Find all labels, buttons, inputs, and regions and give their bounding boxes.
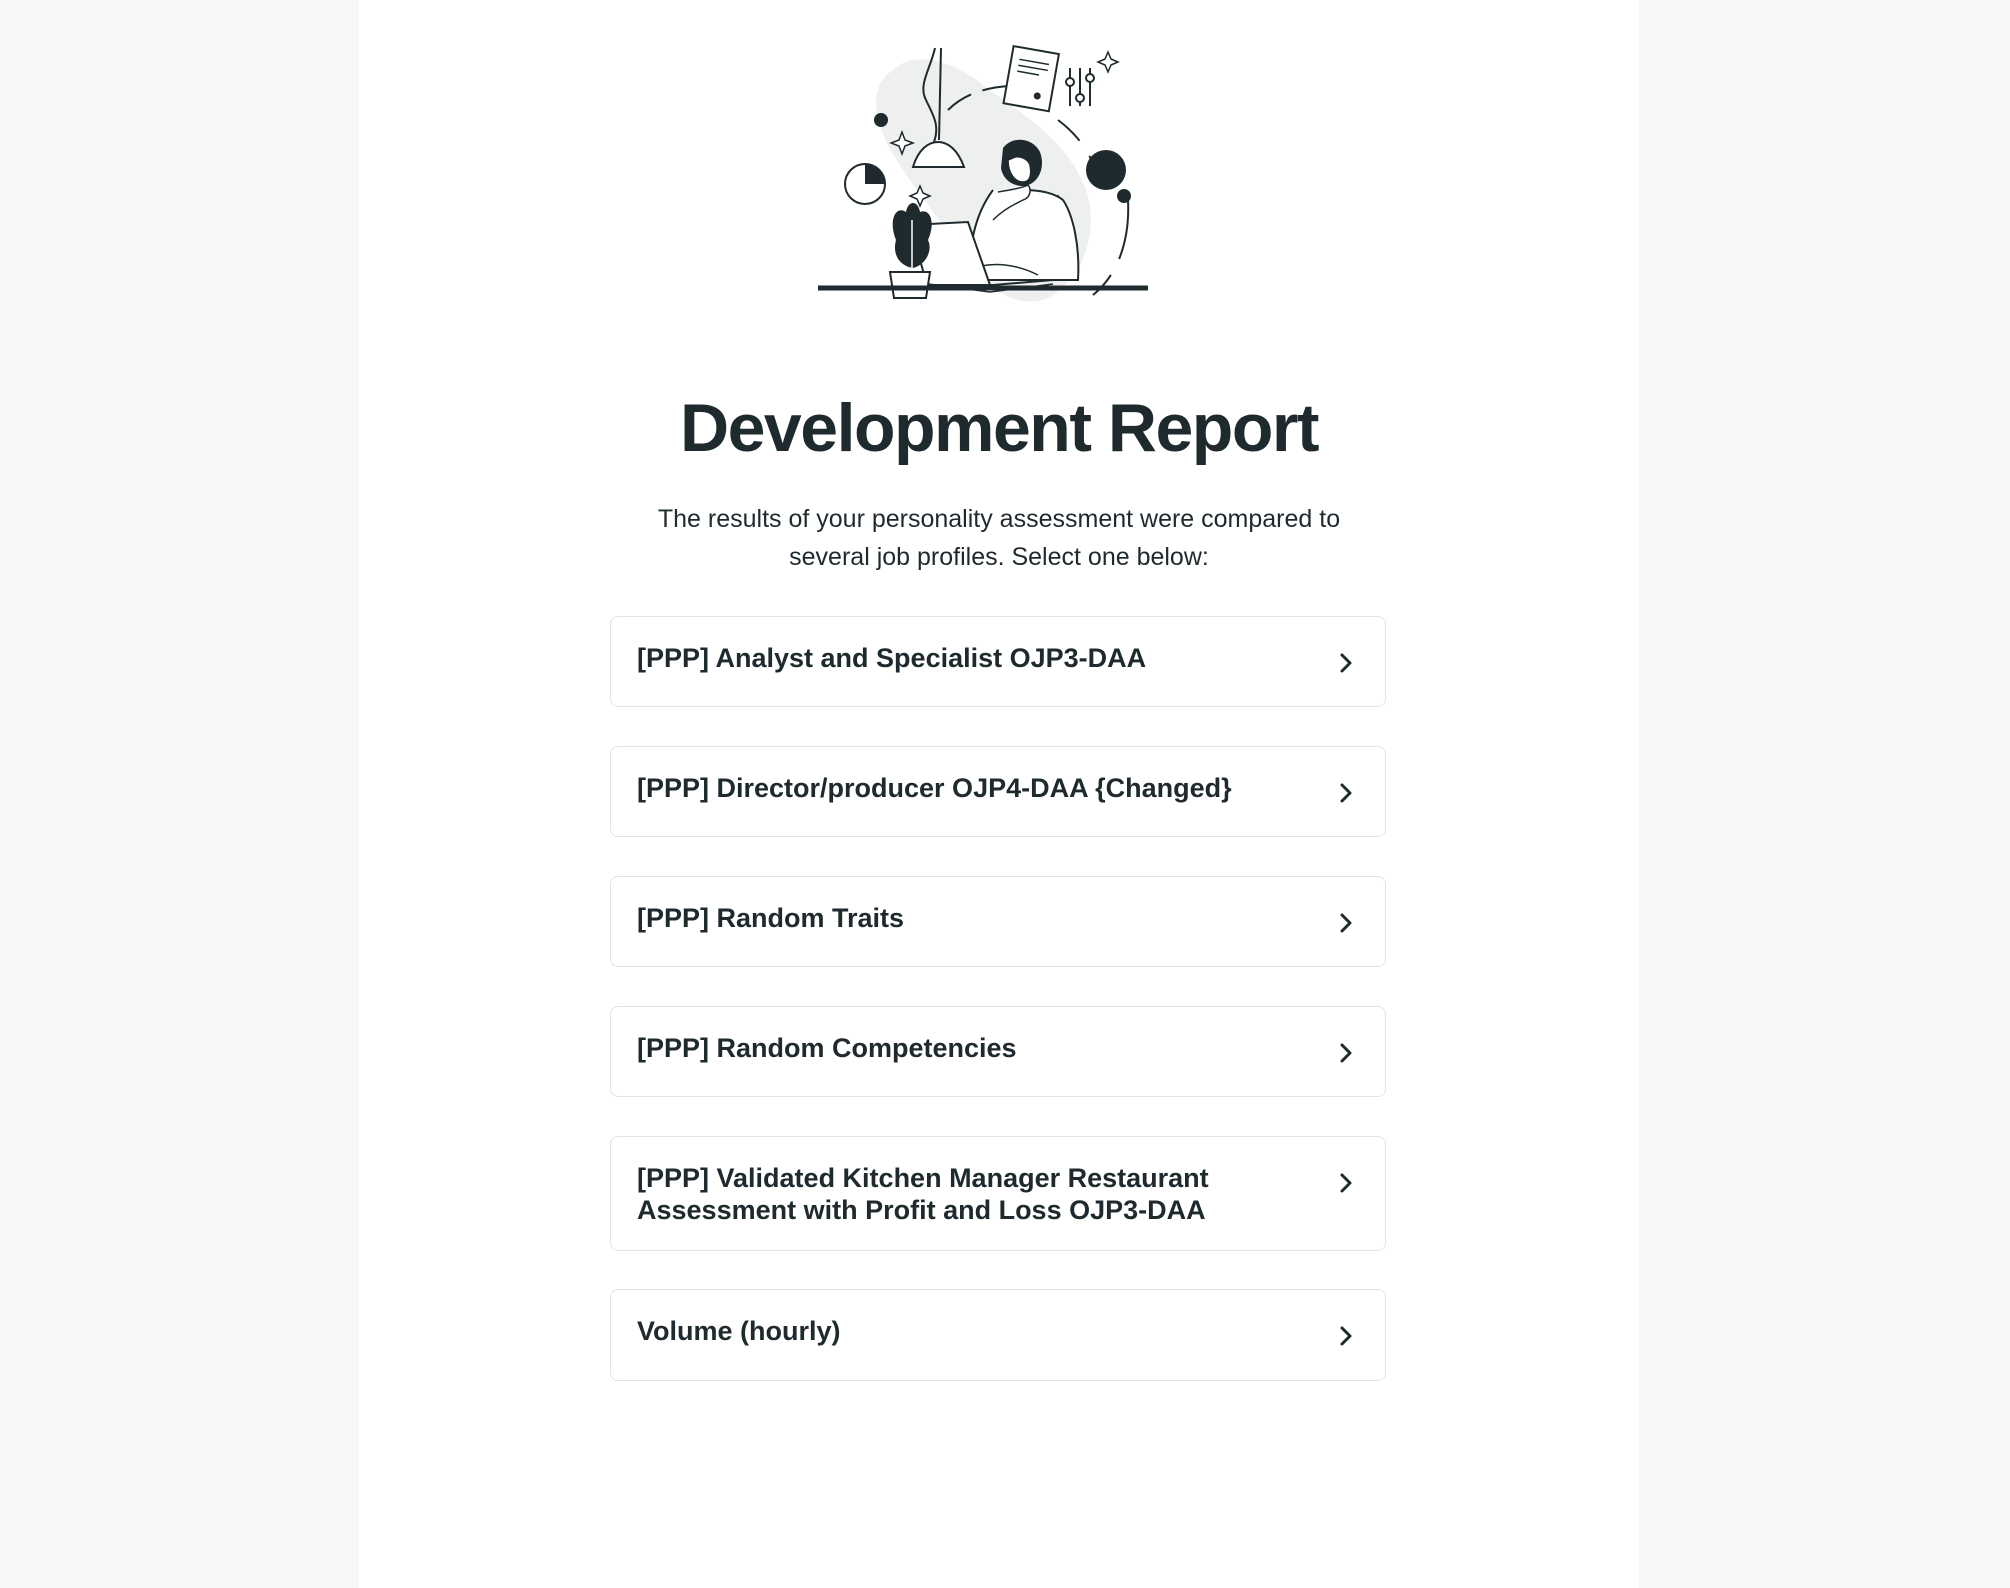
job-profile-card[interactable] — [610, 1006, 1386, 1097]
chevron-right-icon — [1335, 782, 1357, 804]
job-profile-label: [PPP] Analyst and Specialist OJP3-DAA — [637, 643, 1147, 673]
job-profile-label: [PPP] Validated Kitchen Manager Restaurant Assessment with Profit and Loss OJP3-DAA — [637, 1163, 1209, 1225]
chevron-right-icon — [1335, 652, 1357, 674]
job-profile-label: [PPP] Random Traits — [637, 903, 905, 933]
job-profile-card[interactable] — [610, 746, 1386, 837]
job-profile-card[interactable] — [610, 1289, 1386, 1381]
chevron-right-icon — [1335, 1325, 1357, 1347]
chevron-right-icon — [1335, 912, 1357, 934]
job-profile-card[interactable] — [610, 876, 1386, 967]
page-subtitle: The results of your personality assessment were compared to several job profiles. Select one below: — [657, 505, 1341, 571]
chevron-right-icon — [1335, 1042, 1357, 1064]
chevron-right-icon — [1335, 1172, 1357, 1194]
content-panel — [359, 0, 1639, 1588]
person-thinking-illustration-icon — [818, 40, 1178, 330]
page-title: Development Report — [680, 390, 1318, 466]
job-profile-label: Volume (hourly) — [637, 1316, 841, 1346]
job-profile-card[interactable] — [610, 616, 1386, 707]
job-profile-label: [PPP] Director/producer OJP4-DAA {Changed} — [637, 773, 1232, 803]
job-profile-card[interactable] — [610, 1136, 1386, 1251]
job-profile-label: [PPP] Random Competencies — [637, 1033, 1017, 1063]
